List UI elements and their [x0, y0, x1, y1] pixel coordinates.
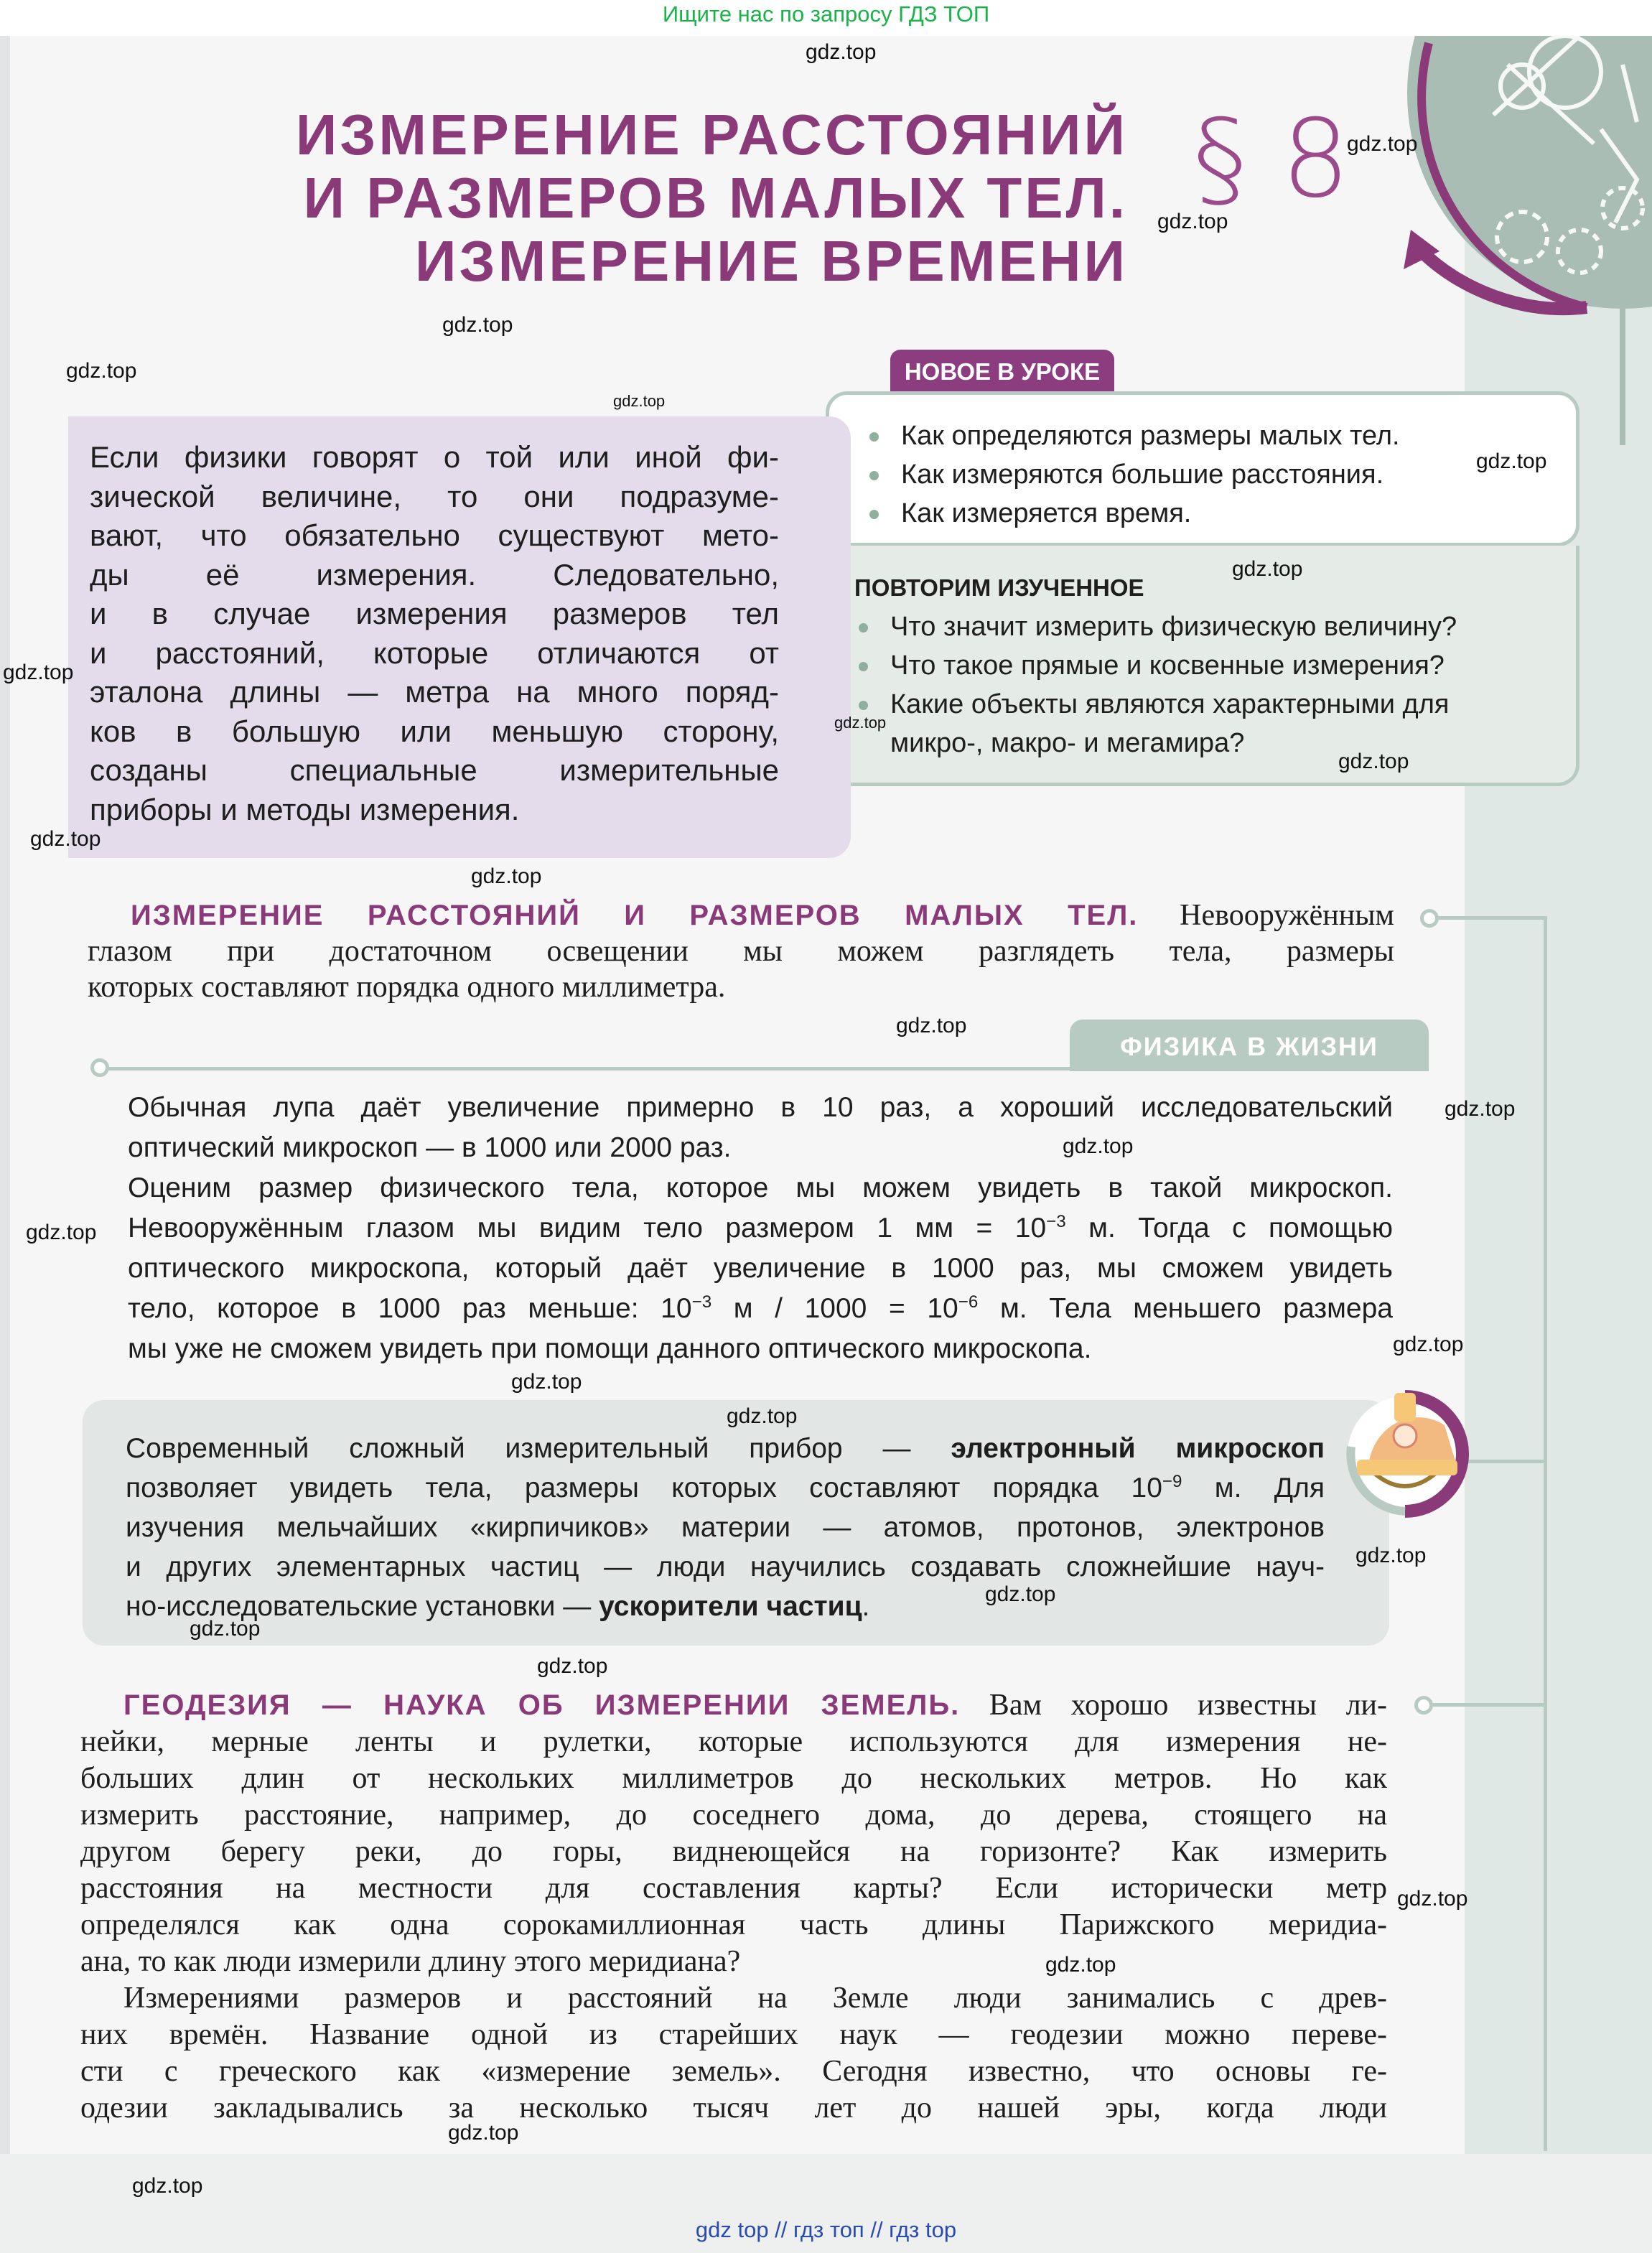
body-line: измерить расстояние, например, до соседнего дома, до дерева, стоящего на [80, 1799, 1387, 1832]
physics-in-life-tab: ФИЗИКА В ЖИЗНИ [1070, 1020, 1429, 1071]
watermark: gdz.top [1355, 1544, 1427, 1567]
intro-box [68, 416, 851, 858]
body-line: них времён. Название одной из старейших наук — геодезии можно переве- [80, 2018, 1387, 2051]
watermark: gdz.top [613, 392, 666, 410]
watermark: gdz.top [1063, 1134, 1134, 1158]
intro-line: ды её измерения. Следовательно, [90, 557, 779, 592]
connector-line [1433, 1703, 1546, 1707]
margin-rail [1544, 916, 1547, 2151]
new-in-lesson-box [826, 391, 1579, 546]
watermark: gdz.top [1476, 449, 1547, 473]
section-marker-icon [1414, 1696, 1433, 1715]
chapter-title-line-1: ИЗМЕРЕНИЕ РАССТОЯНИЙ [295, 103, 1128, 167]
watermark: gdz.top [1445, 1097, 1516, 1121]
body-line: другом берегу реки, до горы, виднеющейся на горизонте? Как измерить [80, 1835, 1387, 1868]
watermark: gdz.top [1157, 210, 1228, 233]
section-marker-icon [90, 1058, 109, 1077]
section-small-bodies [88, 897, 1394, 1005]
watermark: gdz.top [471, 864, 542, 888]
watermark: gdz.top [1045, 1953, 1116, 1977]
list-item: Как измеряются большие расстояния. [865, 455, 1576, 494]
intro-line: созданы специальные измерительные [90, 753, 779, 787]
intro-line: и в случае измерения размеров тел [90, 597, 779, 630]
section-heading: ИЗМЕРЕНИЕ РАССТОЯНИЙ И РАЗМЕРОВ МАЛЫХ ТЕЛ. [131, 900, 1139, 931]
watermark: gdz.top [190, 1617, 261, 1641]
watermark: gdz.top [66, 359, 137, 383]
paragraph-number: § 8 [1193, 97, 1350, 222]
watermark: gdz.top [1397, 1887, 1468, 1911]
watermark: gdz.top [30, 827, 101, 851]
watermark: gdz.top [511, 1370, 582, 1394]
intro-line: и расстояний, которые отличаются от [90, 635, 779, 670]
body-text: Вам хорошо известны ли- [960, 1689, 1388, 1722]
footer-links[interactable]: gdz top // гдз топ // гдз top [695, 2217, 957, 2242]
body-line: Обычная лупа даёт увеличение примерно в 10 раз, а хороший исследовательский [128, 1092, 1393, 1123]
chapter-title-line-2: И РАЗМЕРОВ МАЛЫХ ТЕЛ. [303, 166, 1128, 230]
watermark: gdz.top [26, 1221, 97, 1244]
list-item-continuation: микро-, макро- и мегамира? [890, 728, 1245, 758]
body-line: нейки, мерные ленты и рулетки, которые используются для измерения не- [80, 1725, 1387, 1758]
modern-instruments-box [83, 1400, 1389, 1646]
watermark: gdz.top [442, 313, 513, 337]
watermark: gdz.top [1338, 750, 1409, 773]
body-line: определялся как одна сорокамиллионная часть длины Парижского меридиа- [80, 1908, 1387, 1941]
list-item: Что такое прямые и косвенные измерения? [854, 646, 1576, 685]
divider [108, 1067, 1429, 1070]
body-line: которых составляют порядка одного миллиметра. [88, 971, 726, 1004]
watermark: gdz.top [3, 661, 74, 684]
watermark: gdz.top [806, 40, 877, 64]
watermark: gdz.top [1347, 132, 1418, 156]
body-line: Измерениями размеров и расстояний на Земле люди занимались с древ- [123, 1982, 1387, 2015]
intro-line: зической величине, то они подразуме- [90, 479, 779, 513]
repeat-heading: ПОВТОРИМ ИЗУЧЕННОЕ [854, 574, 1144, 601]
watermark: gdz.top [896, 1014, 967, 1037]
body-line: оптический микроскоп — в 1000 или 2000 раз. [128, 1132, 732, 1163]
body-line: Современный сложный измерительный прибор — электронный микроскоп [126, 1433, 1325, 1464]
body-line: расстояния на местности для составления карты? Если исторически метр [80, 1872, 1387, 1905]
list-item: Какие объекты являются характерными для [854, 685, 1576, 724]
body-line: позволяет увидеть тела, размеры которых составляют порядка $10^{-9}$ м. Для [126, 1472, 1325, 1503]
body-line: оптического микроскопа, который даёт увеличение в 1000 раз, мы сможем увидеть [128, 1253, 1393, 1284]
list-item: Как определяются размеры малых тел. [865, 416, 1576, 455]
intro-line: эталона длины — метра на много поряд- [90, 675, 779, 709]
repeat-box [826, 546, 1579, 786]
body-line: изучения мельчайших «кирпичиков» материи — атомов, протонов, электронов [126, 1512, 1325, 1543]
watermark: gdz.top [727, 1404, 798, 1428]
body-line: ана, то как люди измерили длину этого меридиана? [80, 1945, 741, 1978]
watermark: gdz.top [1393, 1333, 1464, 1356]
list-item: Как измеряется время. [865, 494, 1576, 533]
connector-line [1439, 916, 1546, 920]
page-edge [0, 36, 10, 2253]
body-line: сти с греческого как «измерение земель». Сегодня известно, что основы ге- [80, 2055, 1387, 2088]
intro-line: Если физики говорят о той или иной фи- [90, 440, 779, 474]
body-line: но-исследовательские установки — ускорители частиц. [126, 1591, 870, 1622]
section-marker-icon [1420, 909, 1439, 928]
watermark: gdz.top [834, 714, 887, 732]
body-text: Невооружённым [1138, 899, 1394, 932]
chapter-title-line-3: ИЗМЕРЕНИЕ ВРЕМЕНИ [415, 229, 1128, 293]
body-line: тело, которое в 1000 раз меньше: $10^{-3}$ $м / 1000 = 10^{-6}$ м. Тела меньшего размера [128, 1292, 1393, 1324]
watermark: gdz.top [132, 2174, 203, 2198]
search-banner[interactable]: Ищите нас по запросу ГДЗ ТОП [662, 1, 990, 27]
body-line: Невооружённым глазом мы видим тело размером 1 мм = $10^{-3}$ м. Тогда с помощью [128, 1212, 1394, 1244]
watermark: gdz.top [985, 1582, 1056, 1606]
section-geodesy [80, 1687, 1387, 2127]
watermark: gdz.top [448, 2121, 519, 2145]
body-line: мы уже не сможем увидеть при помощи данного оптического микроскопа. [128, 1333, 1092, 1364]
intro-line: ков в большую или меньшую сторону, [90, 714, 779, 748]
physics-in-life-text [128, 1088, 1393, 1369]
list-item: Что значит измерить физическую величину? [854, 607, 1576, 646]
body-line: Оценим размер физического тела, которое мы можем увидеть в такой микроскоп. [128, 1172, 1393, 1203]
body-line: одезии закладывались за несколько тысяч лет до нашей эры, когда люди [80, 2091, 1387, 2124]
watermark: gdz.top [537, 1654, 608, 1678]
body-line: и других элементарных частиц — люди научились создавать сложнейшие науч- [126, 1552, 1325, 1582]
intro-line: вают, что обязательно существуют мето- [90, 518, 779, 552]
helmet-icon [1337, 1382, 1480, 1526]
new-in-lesson-tab: НОВОЕ В УРОКЕ [890, 350, 1114, 393]
watermark: gdz.top [1232, 557, 1303, 581]
intro-line: приборы и методы измерения. [90, 792, 520, 826]
body-line: глазом при достаточном освещении мы можем разглядеть тела, размеры [88, 935, 1394, 968]
section-heading: ГЕОДЕЗИЯ — НАУКА ОБ ИЗМЕРЕНИИ ЗЕМЕЛЬ. [123, 1689, 961, 1721]
body-line: больших длин от нескольких миллиметров до нескольких метров. Но как [80, 1762, 1387, 1795]
